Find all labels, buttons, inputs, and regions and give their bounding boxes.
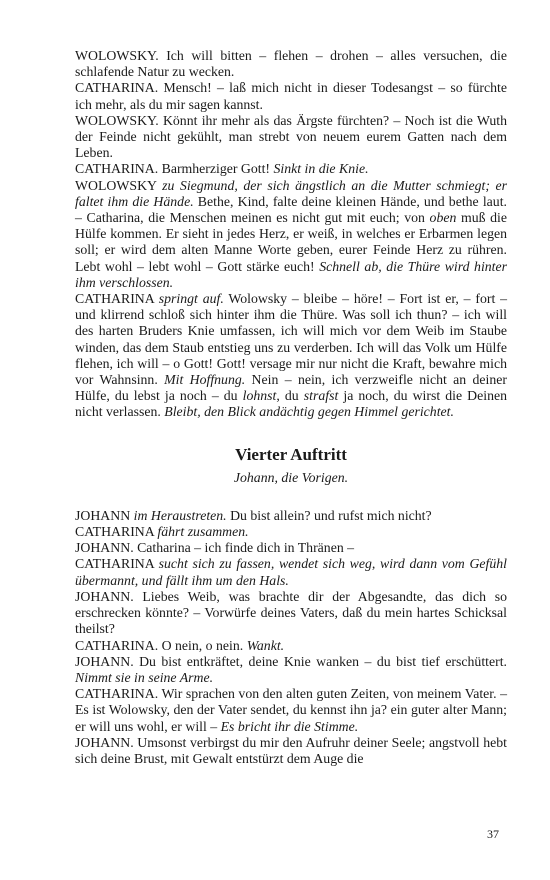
dialogue-text: Bethe, Kind, falte deine kleinen Hände, und bethe laut. – Catharina, die Menschen meinen es nicht gut mit euch; von xyxy=(75,193,507,226)
dialogue-paragraph xyxy=(75,524,507,540)
dialogue-text: CATHARINA xyxy=(75,524,158,540)
dialogue-text: CATHARINA. Mensch! – laß mich nicht in dieser Todesangst – so fürchte ich mehr, als du mir sagen kannst. xyxy=(75,80,507,112)
dialogue-paragraph xyxy=(75,686,507,735)
stage-direction: Bleibt, den Blick andächtig gegen Himmel gerichtet. xyxy=(164,404,454,420)
dialogue-text: Wolowsky – bleibe – höre! – Fort ist er, – fort – und klirrend schloß sich hinter ihm die Thüre. Was soll ich thun? – ich will des harten Bruders Knie umfassen, ich will mich vor dem Weib im Staube winden, das dem Staub entstieg uns zu verderben. Ich will das Volk um Hülfe flehen, ich will – o Gott! Gott! versage mir nur nicht die Kraft, bewahre mich vor Wahnsinn. xyxy=(75,291,507,388)
stage-direction: Sinkt in die Knie. xyxy=(273,161,369,177)
stage-direction: im Heraustreten. xyxy=(133,507,227,523)
dialogue-text: CATHARINA. O nein, o nein. xyxy=(75,637,247,653)
dialogue-text: , du xyxy=(276,388,304,404)
dialogue-paragraph xyxy=(75,589,507,638)
dialogue-paragraph xyxy=(75,654,507,686)
dialogue-text: CATHARINA. Barmherziger Gott! xyxy=(75,161,274,177)
dialogue-paragraph xyxy=(75,638,507,654)
dialogue-paragraph xyxy=(75,80,507,112)
dialogue-paragraph xyxy=(75,556,507,588)
page-number: 37 xyxy=(487,827,499,841)
dialogue-paragraph xyxy=(75,161,507,177)
dialogue-paragraph xyxy=(75,291,507,421)
dialogue-text: JOHANN. Liebes Weib, was brachte dir der Abgesandte, das dich so erschrecken könnte? – Vorwürfe deines Vaters, daß du mein hartes Schicksal theilst? xyxy=(75,588,507,637)
dialogue-paragraph xyxy=(75,735,507,767)
dialogue-text: Nein – nein, ich verzweifle nicht an deiner Hülfe, du lebst ja noch – du xyxy=(75,372,508,404)
document-page xyxy=(75,48,507,767)
stage-direction: zu Siegmund, der sich ängstlich an die Mutter schmiegt; er faltet ihm die Hände. xyxy=(75,177,507,209)
dialogue-block-top xyxy=(75,48,507,421)
dialogue-text: WOLOWSKY. Könnt ihr mehr als das Ärgste fürchten? – Noch ist die Wuth der Feinde nicht gekühlt, man strebt von neuem eurem Gatten nach dem Leben. xyxy=(75,112,507,161)
dialogue-paragraph xyxy=(75,540,507,556)
dialogue-text: WOLOWSKY xyxy=(75,177,163,193)
stage-direction: Es bricht ihr die Stimme. xyxy=(220,718,359,734)
dialogue-text: CATHARINA. Wir sprachen von den alten guten Zeiten, von meinem Vater. – Es ist Wolowsky, den der Vater sendet, du kennst ihn ja? ein guter alter Mann; er will uns wohl, er will – xyxy=(75,686,507,734)
dialogue-text: Du bist allein? und rufst mich nicht? xyxy=(226,507,432,523)
dialogue-text: JOHANN. Du bist entkräftet, deine Knie wanken – du bist tief erschüttert. xyxy=(75,653,507,669)
dialogue-text: CATHARINA xyxy=(75,556,159,572)
dialogue-text: ja noch, du wirst die Deinen nicht verlassen. xyxy=(75,388,507,420)
stage-direction: Nimmt sie in seine Arme. xyxy=(75,669,214,685)
stage-direction: sucht sich zu fassen, wendet sich weg, wird dann vom Gefühl übermannt, und fällt ihm um den Hals. xyxy=(75,556,508,588)
dialogue-paragraph xyxy=(75,178,507,291)
stage-direction: fährt zusammen. xyxy=(157,524,249,540)
stage-direction: Wankt. xyxy=(246,637,285,653)
scene-title: Vierter Auftritt xyxy=(235,444,347,464)
dialogue-text: CATHARINA xyxy=(75,291,159,307)
dialogue-text: muß die Hülfe kommen. Er sieht in jedes Herz, er weiß, in welches er Erbarmen legen soll; er wird dem alten Manne Worte geben, eurer Feinde Herz zu rühren. Lebt wohl – lebt wohl – Gott stärke euch! xyxy=(75,210,507,274)
stage-direction: Mit Hoffnung. xyxy=(164,372,246,388)
dialogue-paragraph xyxy=(75,48,507,80)
dialogue-text: JOHANN. Catharina – ich finde dich in Thränen – xyxy=(75,540,355,556)
stage-direction: Schnell ab, die Thüre wird hinter ihm verschlossen. xyxy=(75,258,508,290)
dialogue-paragraph xyxy=(75,508,507,524)
stage-direction: lohnst xyxy=(242,388,277,404)
dialogue-text: JOHANN xyxy=(75,507,134,523)
scene-subtitle: Johann, die Vorigen. xyxy=(233,469,349,485)
dialogue-text: WOLOWSKY. Ich will bitten – flehen – drohen – alles versuchen, die schlafende Natur zu wecken. xyxy=(75,48,507,80)
stage-direction: oben xyxy=(429,210,457,226)
stage-direction: springt auf. xyxy=(158,291,224,307)
dialogue-block-bottom xyxy=(75,508,507,767)
stage-direction: strafst xyxy=(303,388,339,404)
dialogue-text: JOHANN. Umsonst verbirgst du mir den Aufruhr deiner Seele; angstvoll hebt sich deine Brust, mit Gewalt entstürzt dem Auge die xyxy=(75,734,507,766)
dialogue-paragraph xyxy=(75,113,507,162)
